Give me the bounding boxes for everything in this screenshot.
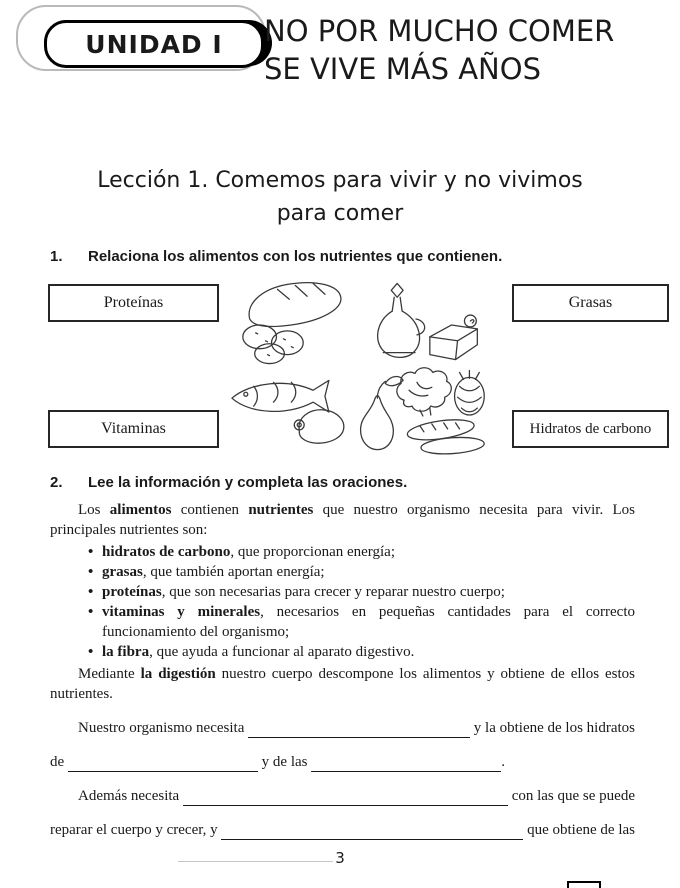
lesson-title: [0, 164, 680, 230]
cauliflower-illustration: [397, 368, 451, 416]
unit-badge-frame: [16, 5, 266, 71]
page-title: [264, 12, 614, 88]
bread-illustration: [249, 283, 341, 327]
nutrient-box-proteinas-label: Proteínas: [103, 294, 164, 311]
page-title-line2: SE VIVE MÁS AÑOS: [264, 52, 541, 86]
fill-line-3: Además necesita con las que se puede: [78, 788, 635, 804]
lesson-title-line1: Lección 1. Comemos para vivir y no vivimos: [97, 168, 583, 193]
lesson-title-line2: para comer: [276, 201, 404, 226]
nutrient-box-vitaminas: [48, 410, 219, 448]
nutrient-box-grasas-label: Grasas: [568, 294, 613, 311]
unit-badge: [44, 20, 264, 68]
unit-label: UNIDAD I: [85, 29, 223, 59]
artichoke-illustration: [455, 370, 485, 415]
digestion-paragraph: Mediante la digestión nuestro cuerpo descompone los alimentos y obtiene de ellos estos nutrientes.: [50, 666, 635, 702]
pear-illustration: [361, 377, 404, 450]
page-title-line1: NO POR MUCHO COMER: [264, 14, 615, 48]
fill-line-2: de y de las .: [50, 754, 505, 770]
nutrient-box-grasas: [512, 284, 669, 322]
list-item-vitaminas: • vitaminas y minerales, necesarios en pequeñas cantidades para el correcto funcionamiento del organismo;: [88, 602, 635, 642]
list-item-fibra: • la fibra, que ayuda a funcionar al aparato digestivo.: [88, 642, 635, 662]
nutrient-box-proteinas: [48, 284, 219, 322]
fish-illustration: [232, 380, 329, 412]
list-item-grasas: • grasas, que también aportan energía;: [88, 562, 635, 582]
exercise1-number: 1.: [50, 248, 63, 265]
page-number: 3: [335, 849, 345, 867]
potatoes-illustration: [243, 325, 303, 364]
nutrient-list: [50, 542, 635, 662]
registration-mark: [567, 881, 601, 888]
answer-blank[interactable]: [183, 790, 508, 806]
exercise1-instruction: Relaciona los alimentos con los nutrientes que contienen.: [88, 248, 503, 265]
fill-line-1: Nuestro organismo necesita y la obtiene de los hidratos: [78, 720, 635, 736]
exercise2-text: [50, 500, 635, 840]
answer-blank[interactable]: [248, 722, 470, 738]
nutrient-box-hidratos-label: Hidratos de carbono: [529, 420, 652, 437]
answer-blank[interactable]: [311, 756, 501, 772]
answer-blank[interactable]: [68, 756, 258, 772]
nutrient-box-hidratos: [512, 410, 669, 448]
exercise2-instruction: Lee la información y completa las oraciones.: [88, 474, 408, 491]
exercise1-header: [50, 248, 635, 265]
exercise2-number: 2.: [50, 474, 63, 491]
list-item-proteinas: • proteínas, que son necesarias para crecer y reparar nuestro cuerpo;: [88, 582, 635, 602]
intro-paragraph: Los alimentos contienen nutrientes que nuestro organismo necesita para vivir. Los principales nutrientes son:: [50, 502, 635, 538]
exercise2-header: [50, 474, 635, 491]
answer-blank[interactable]: [221, 824, 523, 840]
list-item-hidratos: • hidratos de carbono, que proporcionan energía;: [88, 542, 635, 562]
cucumbers-illustration: [406, 416, 485, 455]
butter-illustration: [430, 315, 477, 360]
oil-bottle-illustration: [378, 283, 425, 357]
nutrient-box-vitaminas-label: Vitaminas: [101, 420, 166, 437]
fill-line-4: reparar el cuerpo y crecer, y que obtiene de las: [50, 822, 635, 838]
ham-illustration: [294, 410, 344, 443]
food-illustration: [226, 270, 508, 466]
